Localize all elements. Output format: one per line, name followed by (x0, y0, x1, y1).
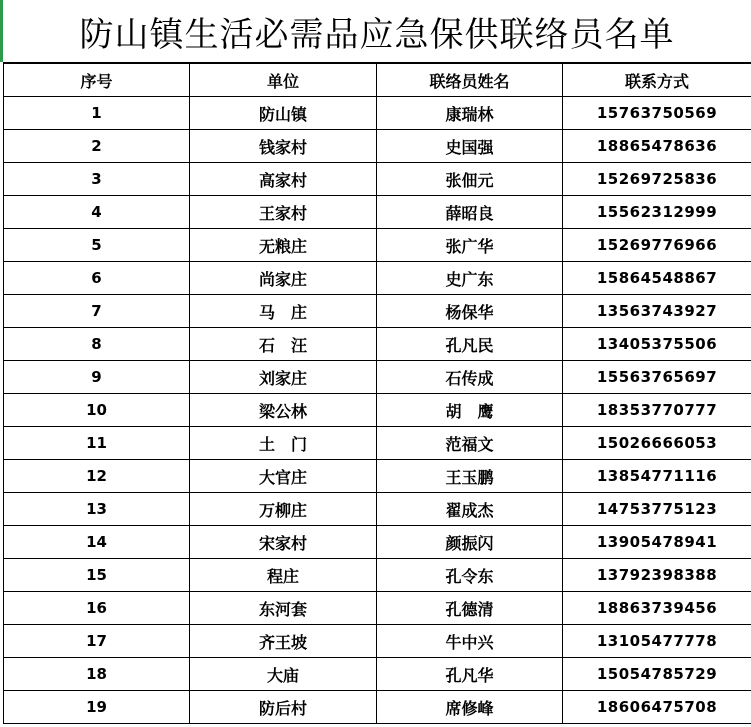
cell-contact[interactable]: 孔德清 (377, 592, 563, 625)
cell-unit[interactable]: 程庄 (190, 559, 377, 592)
cell-contact[interactable]: 孔凡民 (377, 328, 563, 361)
title-row[interactable] (3, 0, 751, 63)
cell-contact[interactable]: 张佃元 (377, 163, 563, 196)
cell-contact[interactable]: 颜振闪 (377, 526, 563, 559)
table-row (4, 97, 751, 130)
table-row (4, 163, 751, 196)
cell-phone[interactable]: 15563765697 (563, 361, 751, 394)
cell-seq[interactable]: 8 (4, 328, 190, 361)
cell-phone[interactable]: 15763750569 (563, 97, 751, 130)
table-body (4, 97, 751, 724)
cell-seq[interactable]: 17 (4, 625, 190, 658)
cell-seq[interactable]: 11 (4, 427, 190, 460)
cell-contact[interactable]: 范福文 (377, 427, 563, 460)
table-row (4, 526, 751, 559)
cell-seq[interactable]: 19 (4, 691, 190, 724)
cell-contact[interactable]: 席修峰 (377, 691, 563, 724)
cell-phone[interactable]: 18865478636 (563, 130, 751, 163)
table-row (4, 658, 751, 691)
table-header-row (4, 64, 751, 97)
cell-unit[interactable]: 宋家村 (190, 526, 377, 559)
cell-unit[interactable]: 大庙 (190, 658, 377, 691)
cell-seq[interactable]: 14 (4, 526, 190, 559)
table-row (4, 625, 751, 658)
table-row (4, 361, 751, 394)
cell-phone[interactable]: 13854771116 (563, 460, 751, 493)
cell-contact[interactable]: 杨保华 (377, 295, 563, 328)
cell-unit[interactable]: 防山镇 (190, 97, 377, 130)
cell-unit[interactable]: 王家村 (190, 196, 377, 229)
table-row (4, 460, 751, 493)
cell-unit[interactable]: 高家村 (190, 163, 377, 196)
cell-phone[interactable]: 18353770777 (563, 394, 751, 427)
cell-unit[interactable]: 东河套 (190, 592, 377, 625)
table-row (4, 493, 751, 526)
cell-phone[interactable]: 15269776966 (563, 229, 751, 262)
cell-seq[interactable]: 18 (4, 658, 190, 691)
table-row (4, 262, 751, 295)
header-seq[interactable]: 序号 (4, 64, 190, 97)
cell-unit[interactable]: 钱家村 (190, 130, 377, 163)
cell-unit[interactable]: 齐王坡 (190, 625, 377, 658)
table-row (4, 130, 751, 163)
table-row (4, 691, 751, 724)
cell-contact[interactable]: 翟成杰 (377, 493, 563, 526)
cell-phone[interactable]: 18606475708 (563, 691, 751, 724)
cell-phone[interactable]: 18863739456 (563, 592, 751, 625)
cell-contact[interactable]: 薛昭良 (377, 196, 563, 229)
cell-phone[interactable]: 15026666053 (563, 427, 751, 460)
page-title: 防山镇生活必需品应急保供联络员名单 (79, 14, 675, 55)
cell-seq[interactable]: 13 (4, 493, 190, 526)
cell-seq[interactable]: 4 (4, 196, 190, 229)
table-row (4, 196, 751, 229)
table-row (4, 328, 751, 361)
cell-phone[interactable]: 15562312999 (563, 196, 751, 229)
cell-seq[interactable]: 16 (4, 592, 190, 625)
table-row (4, 229, 751, 262)
cell-phone[interactable]: 13405375506 (563, 328, 751, 361)
cell-seq[interactable]: 10 (4, 394, 190, 427)
table-row (4, 427, 751, 460)
cell-unit[interactable]: 刘家庄 (190, 361, 377, 394)
header-unit[interactable]: 单位 (190, 64, 377, 97)
cell-unit[interactable]: 无粮庄 (190, 229, 377, 262)
cell-seq[interactable]: 9 (4, 361, 190, 394)
cell-contact[interactable]: 孔令东 (377, 559, 563, 592)
cell-phone[interactable]: 15864548867 (563, 262, 751, 295)
cell-seq[interactable]: 2 (4, 130, 190, 163)
cell-contact[interactable]: 胡 鹰 (377, 394, 563, 427)
table-row (4, 592, 751, 625)
cell-contact[interactable]: 孔凡华 (377, 658, 563, 691)
cell-unit[interactable]: 万柳庄 (190, 493, 377, 526)
cell-phone[interactable]: 13105477778 (563, 625, 751, 658)
cell-unit[interactable]: 石 汪 (190, 328, 377, 361)
cell-unit[interactable]: 大官庄 (190, 460, 377, 493)
cell-contact[interactable]: 史国强 (377, 130, 563, 163)
cell-seq[interactable]: 7 (4, 295, 190, 328)
cell-unit[interactable]: 梁公林 (190, 394, 377, 427)
header-contact[interactable]: 联络员姓名 (377, 64, 563, 97)
cell-seq[interactable]: 3 (4, 163, 190, 196)
cell-phone[interactable]: 13563743927 (563, 295, 751, 328)
table-row (4, 394, 751, 427)
cell-seq[interactable]: 6 (4, 262, 190, 295)
cell-phone[interactable]: 15269725836 (563, 163, 751, 196)
cell-unit[interactable]: 土 门 (190, 427, 377, 460)
cell-phone[interactable]: 14753775123 (563, 493, 751, 526)
cell-phone[interactable]: 13905478941 (563, 526, 751, 559)
header-phone[interactable]: 联系方式 (563, 64, 751, 97)
cell-seq[interactable]: 12 (4, 460, 190, 493)
cell-contact[interactable]: 牛中兴 (377, 625, 563, 658)
cell-seq[interactable]: 1 (4, 97, 190, 130)
cell-unit[interactable]: 防后村 (190, 691, 377, 724)
cell-contact[interactable]: 史广东 (377, 262, 563, 295)
cell-phone[interactable]: 15054785729 (563, 658, 751, 691)
table-row (4, 295, 751, 328)
cell-unit[interactable]: 马 庄 (190, 295, 377, 328)
cell-contact[interactable]: 石传成 (377, 361, 563, 394)
cell-seq[interactable]: 5 (4, 229, 190, 262)
cell-phone[interactable]: 13792398388 (563, 559, 751, 592)
cell-contact[interactable]: 康瑞林 (377, 97, 563, 130)
table-row (4, 559, 751, 592)
cell-contact[interactable]: 王玉鹏 (377, 460, 563, 493)
contact-table (3, 63, 751, 724)
cell-contact[interactable]: 张广华 (377, 229, 563, 262)
cell-seq[interactable]: 15 (4, 559, 190, 592)
cell-unit[interactable]: 尚家庄 (190, 262, 377, 295)
